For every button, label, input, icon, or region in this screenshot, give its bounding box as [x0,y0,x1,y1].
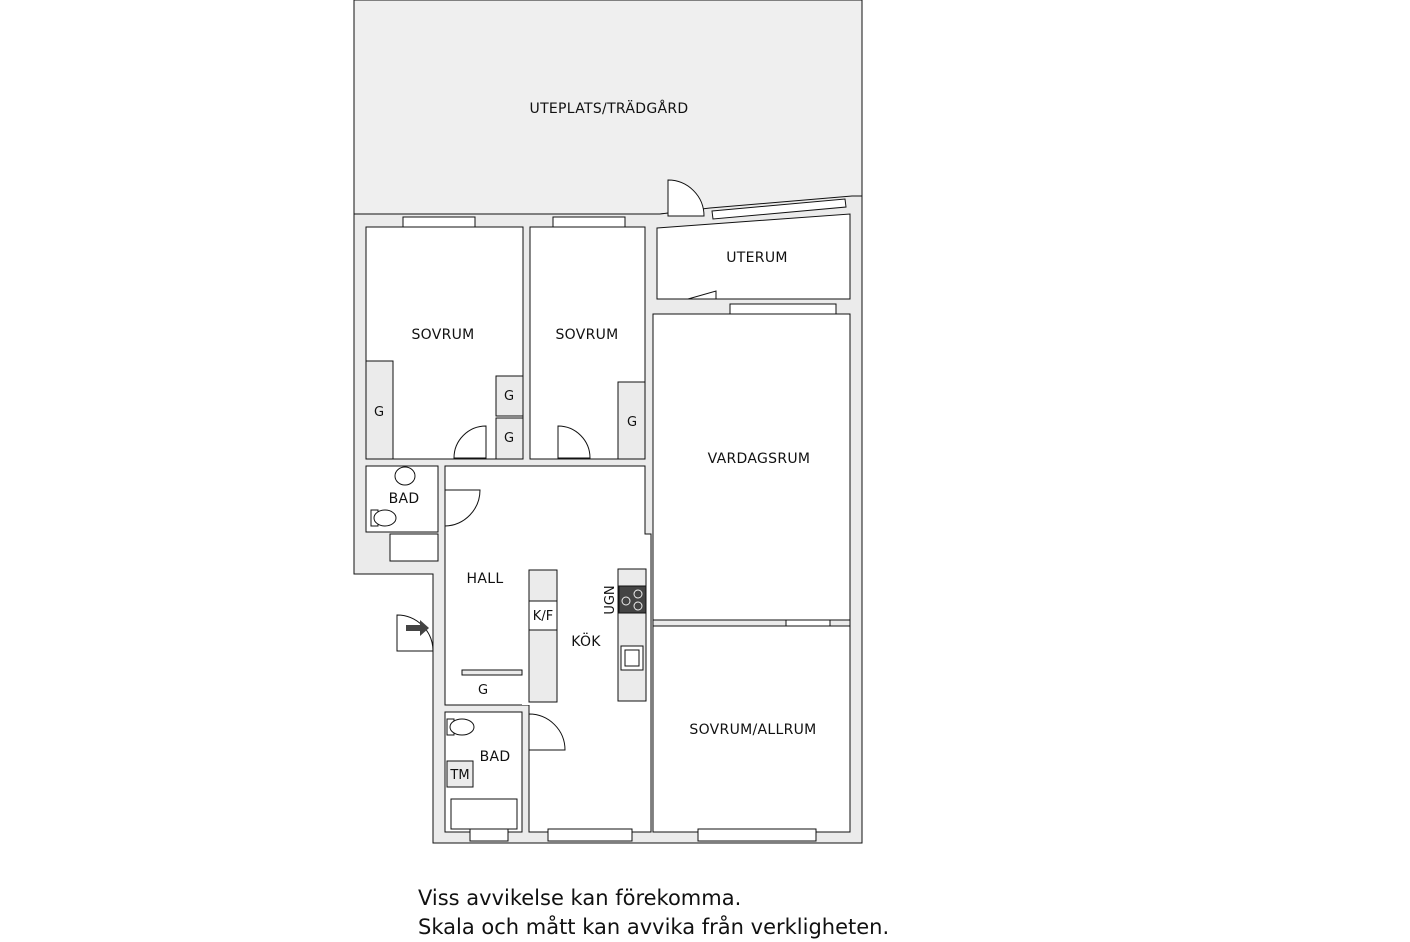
label-garden: UTEPLATS/TRÄDGÅRD [529,101,689,117]
bathtub-icon [451,799,517,829]
washbasin-icon [395,467,415,485]
stove-icon [619,586,646,613]
disclaimer-line-2: Skala och mått kan avvika från verkligheten. [418,915,890,939]
oven-label: UGN [603,585,618,615]
floor-bath1-tub [390,534,438,561]
floor-living [653,314,850,620]
wardrobe-label: G [503,431,515,446]
wardrobe-label: G [503,389,515,404]
sink-icon [621,646,643,670]
label-bedroom1: SOVRUM [411,327,475,343]
label-bath2: BAD [479,749,511,765]
washer-label: TM [450,768,470,783]
wardrobe-label: G [477,683,489,698]
wardrobe-label: G [626,415,638,430]
label-bedroom2: SOVRUM [555,327,619,343]
disclaimer [418,884,1118,942]
wardrobe-label: G [373,405,385,420]
toilet-icon [450,719,474,735]
label-kitchen: KÖK [571,634,601,650]
label-bath1: BAD [388,491,420,507]
label-bedroom3: SOVRUM/ALLRUM [689,722,817,738]
disclaimer-line-1: Viss avvikelse kan förekomma. [418,886,742,910]
fridge-label: K/F [532,609,554,624]
label-hall: HALL [466,571,504,587]
label-uterum: UTERUM [726,250,788,266]
label-living: VARDAGSRUM [707,451,811,467]
